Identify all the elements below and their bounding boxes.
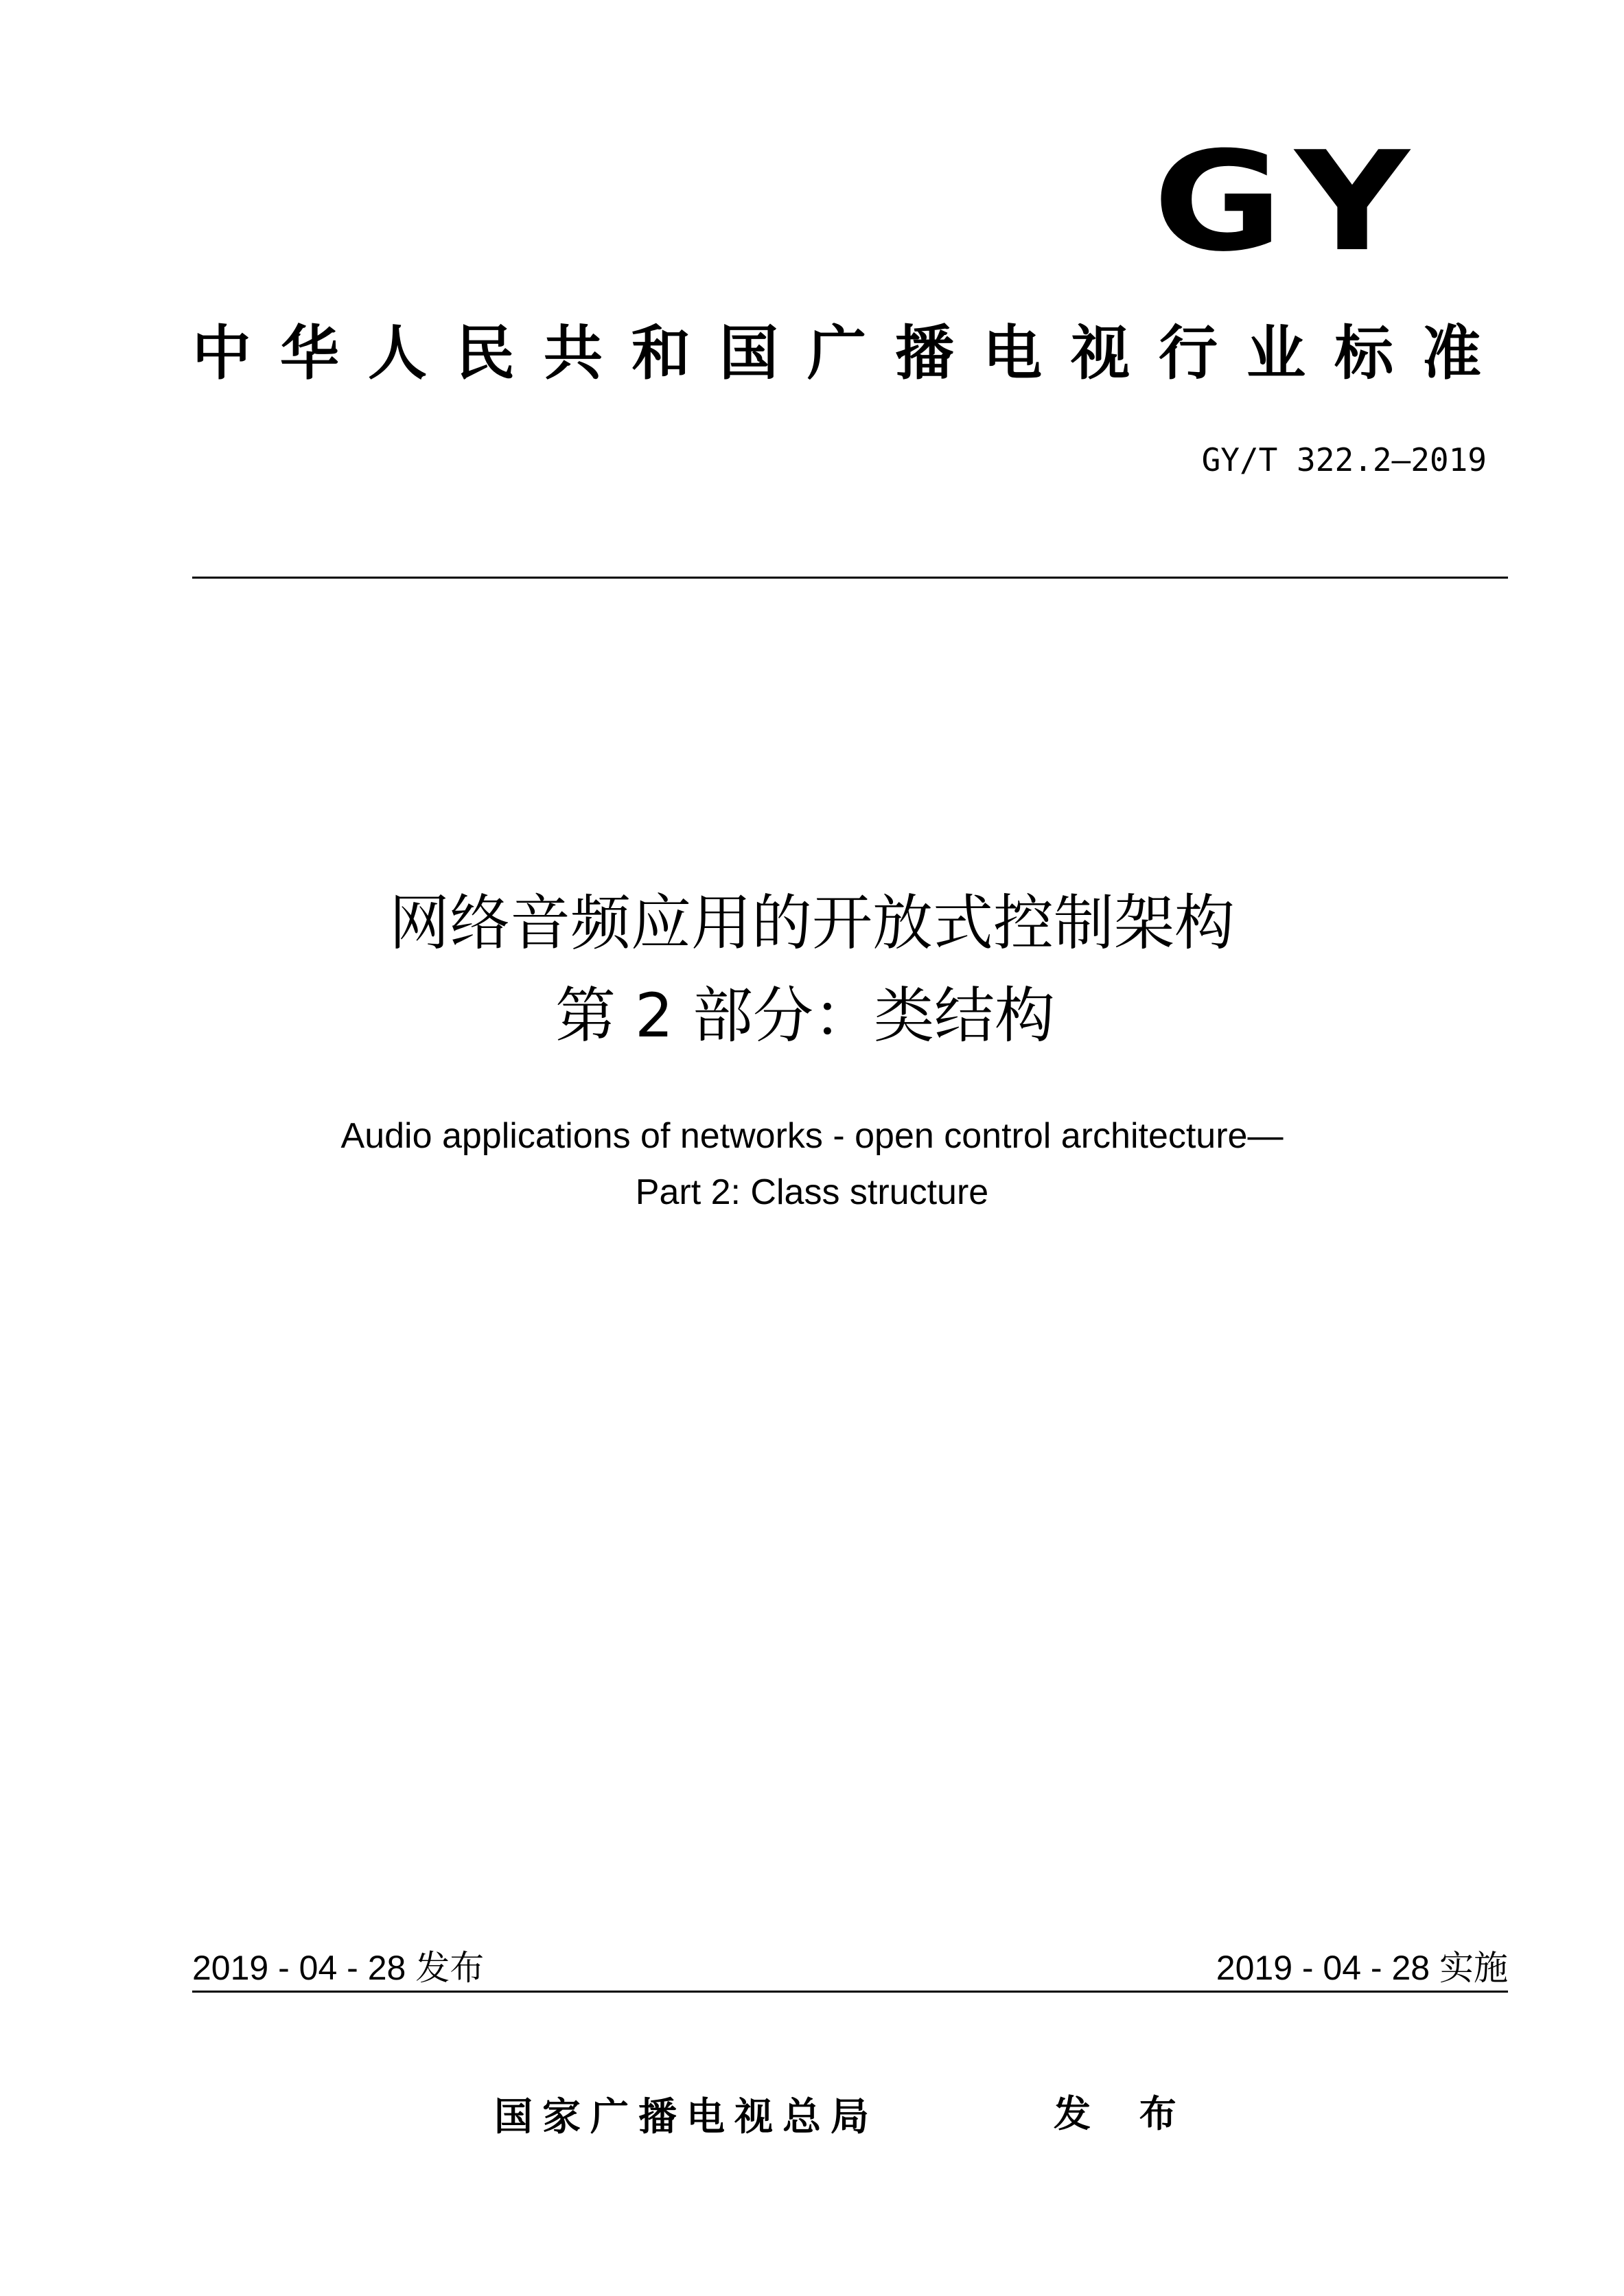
standard-category-heading: 中华人民共和国广播电视行业标准 xyxy=(192,319,1510,388)
title-english-line-2: Part 2: Class structure xyxy=(635,1172,989,1212)
issue-date: 2019 - 04 - 28 发布 xyxy=(192,1949,485,1987)
implementation-date: 2019 - 04 - 28 实施 xyxy=(1216,1949,1508,1987)
title-chinese-line-1: 网络音频应用的开放式控制架构 xyxy=(388,888,1235,958)
title-english-line-1: Audio applications of networks - open control architecture— xyxy=(340,1116,1284,1156)
publish-label: 发 布 xyxy=(1054,2092,1194,2135)
document-number: GY/T 322.2—2019 xyxy=(1201,441,1487,478)
title-chinese-line-2: 第 2 部分：类结构 xyxy=(555,980,1055,1051)
footer-divider xyxy=(192,1991,1508,1993)
publisher-name: 国家广播电视总局 xyxy=(494,2095,879,2140)
standard-logo: GY xyxy=(1153,122,1426,282)
header-divider xyxy=(192,577,1508,579)
